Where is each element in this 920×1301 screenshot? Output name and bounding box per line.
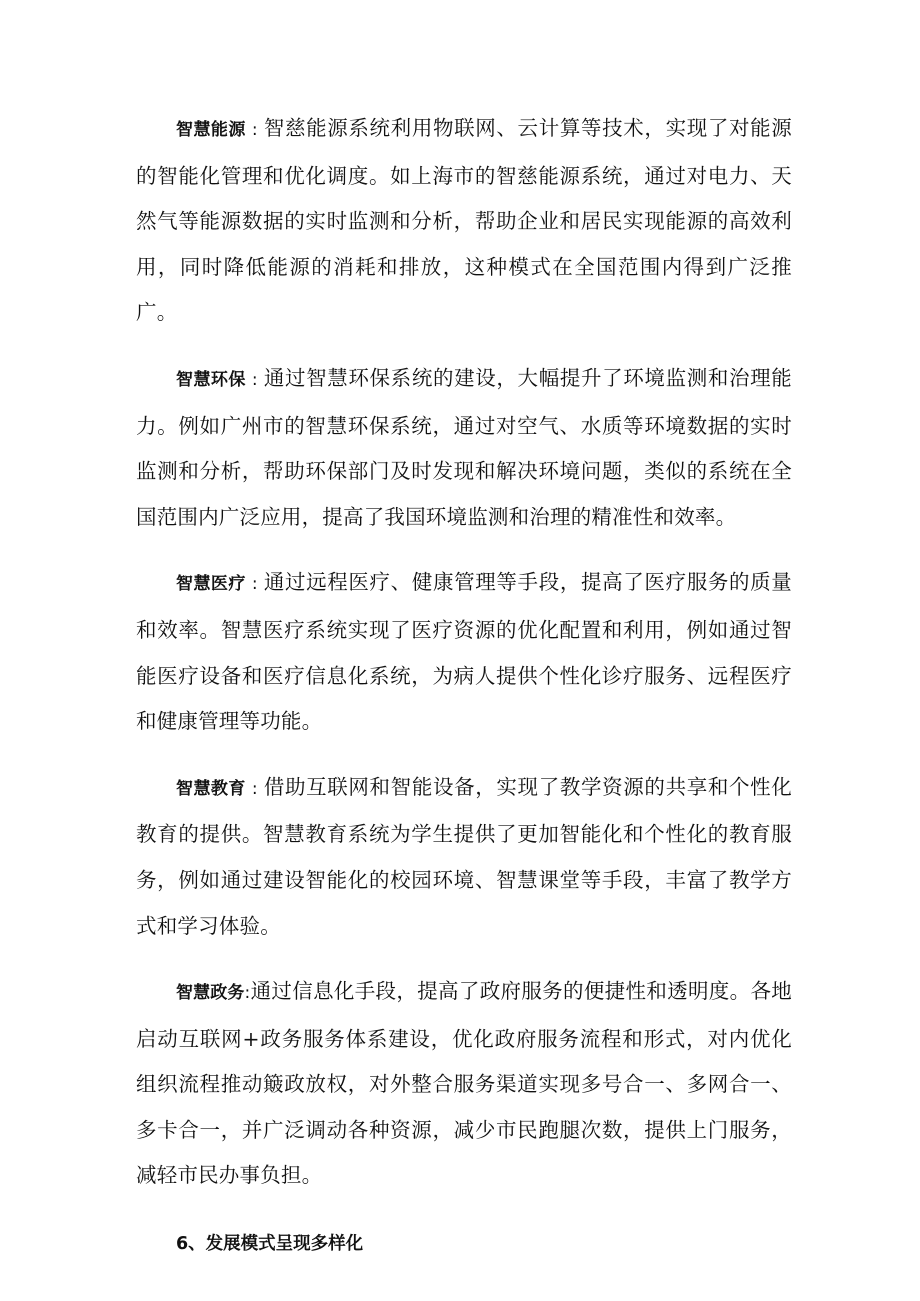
paragraph-smart-education [136, 765, 792, 949]
paragraph-body: 借助互联网和智能设备，实现了教学资源的共享和个性化教育的提供。智慧教育系统为学生提供了更加智能化和个性化的教育服务，例如通过建设智能化的校园环境、智慧课堂等手段，丰富了教学方式和学习体验。 [136, 774, 792, 938]
paragraph-smart-environment [136, 356, 792, 540]
paragraph-smart-government [136, 969, 792, 1199]
paragraph-smart-healthcare [136, 560, 792, 744]
lead-separator: : [245, 369, 264, 390]
paragraph-lead-term: 智慧教育 [176, 778, 246, 799]
paragraph-lead-term: 智慧医疗 [176, 574, 246, 595]
document-body [136, 106, 792, 1261]
paragraph-body: 通过远程医疗、健康管理等手段，提高了医疗服务的质量和效率。智慧医疗系统实现了医疗资源的优化配置和利用，例如通过智能医疗设备和医疗信息化系统，为病人提供个性化诊疗服务、远程医疗和健康管理等功能。 [136, 570, 792, 734]
paragraph-lead-term: 智慧能源 [176, 120, 246, 140]
lead-separator: : [245, 778, 264, 799]
paragraph-lead-term: 智慧政务 [176, 983, 245, 1004]
lead-separator: : [245, 120, 264, 140]
section-heading: 6、发展模式呈现多样化 [176, 1234, 364, 1255]
paragraph-body: 通过智慧环保系统的建设，大幅提升了环境监测和治理能力。例如广州市的智慧环保系统，通过对空气、水质等环境数据的实时监测和分析，帮助环保部门及时发现和解决环境问题，类似的系统在全国范围内广泛应用，提高了我国环境监测和治理的精准性和效率。 [136, 365, 792, 529]
paragraph-smart-energy [136, 106, 792, 336]
lead-separator: : [245, 574, 264, 595]
paragraph-body: 通过信息化手段，提高了政府服务的便捷性和透明度。各地启动互联网+政务服务体系建设，优化政府服务流程和形式，对内优化组织流程推动簸政放权，对外整合服务渠道实现多号合一、多网合一、多卡合一，并广泛调动各种资源，减少市民跑腿次数，提供上门服务，减轻市民办事负担。 [136, 979, 792, 1188]
paragraph-lead-term: 智慧环保 [176, 369, 246, 390]
lead-separator: : [244, 983, 251, 1004]
paragraph-body: 智慈能源系统利用物联网、云计算等技术，实现了对能源的智能化管理和优化调度。如上海市的智慈能源系统，通过对电力、天然气等能源数据的实时监测和分析，帮助企业和居民实现能源的高效利用，同时降低能源的消耗和排放，这种模式在全国范围内得到广泛推广。 [136, 116, 792, 325]
